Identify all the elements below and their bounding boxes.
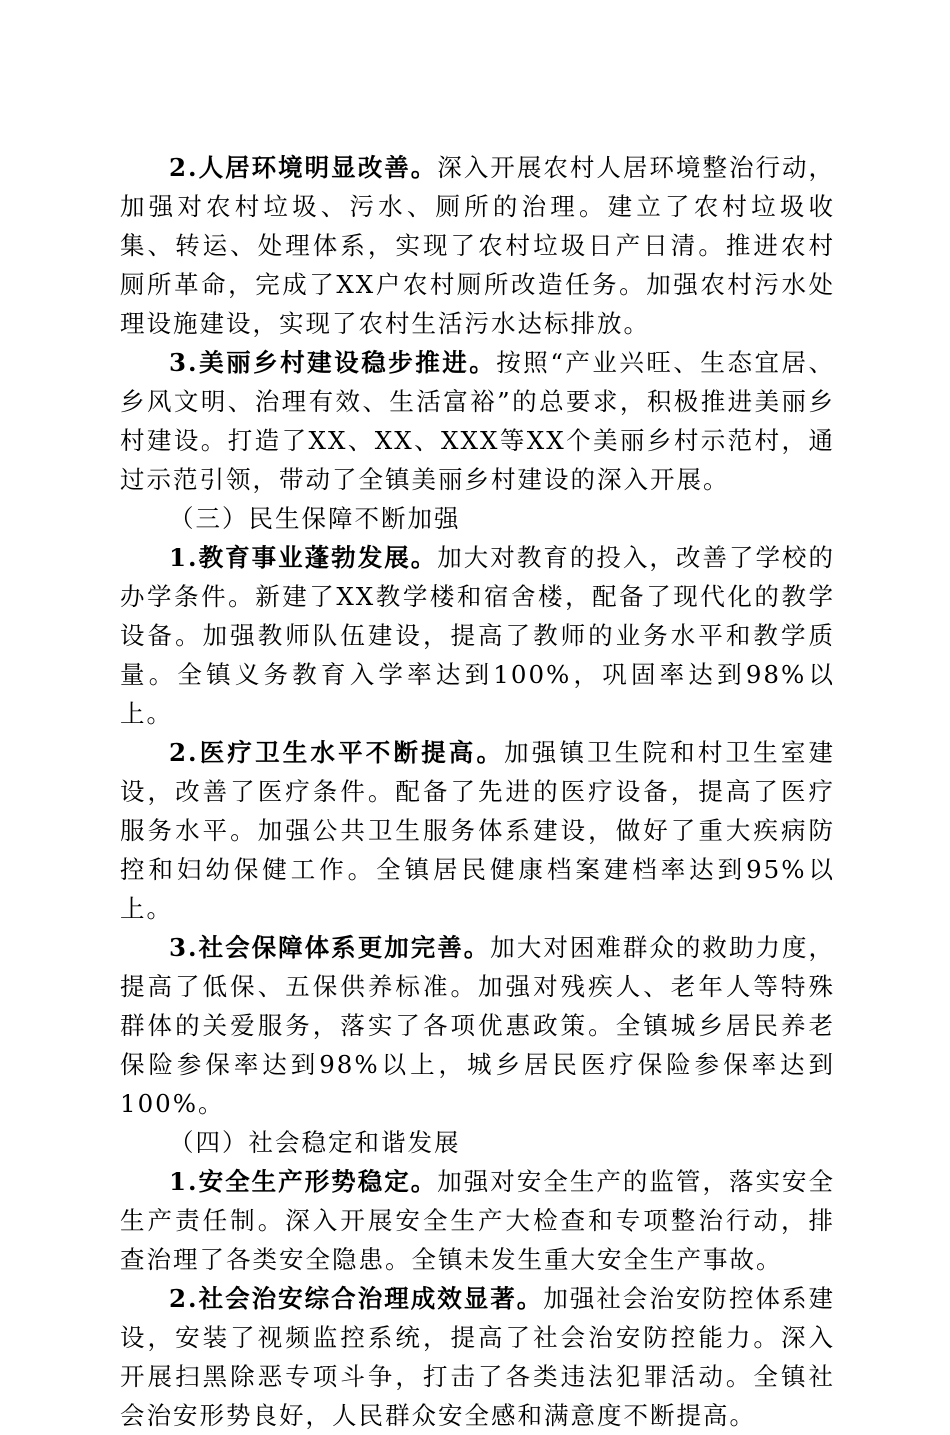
paragraph-text: 深入开展农村人居环境整治行动，加强对农村垃圾、污水、厕所的治理。建立了农村垃圾收集、转运、处理体系，实现了农村垃圾日产日清。推进农村厕所革命，完成了XX户农村厕所改造任务。加强农村污水处理设施建设，实现了农村生活污水达标排放。 <box>120 153 836 338</box>
paragraph-medical <box>120 733 835 928</box>
paragraph-social-security <box>120 928 835 1123</box>
paragraph-lead: 1.安全生产形势稳定。 <box>169 1167 438 1196</box>
paragraph-text: 按照“产业兴旺、生态宜居、乡风文明、治理有效、生活富裕”的总要求，积极推进美丽乡村建设。打造了XX、XX、XXX等XX个美丽乡村示范村，通过示范引领，带动了全镇美丽乡村建设的深入开展。 <box>120 348 836 494</box>
paragraph-text: 加大对教育的投入，改善了学校的办学条件。新建了XX教学楼和宿舍楼，配备了现代化的教学设备。加强教师队伍建设，提高了教师的业务水平和教学质量。全镇义务教育入学率达到100%，巩固率达到98%以上。 <box>120 543 836 728</box>
paragraph-text: 加强对安全生产的监管，落实安全生产责任制。深入开展安全生产大检查和专项整治行动，排查治理了各类安全隐患。全镇未发生重大安全生产事故。 <box>120 1167 836 1274</box>
section-heading-stability: （四）社会稳定和谐发展 <box>169 1128 461 1157</box>
paragraph-lead: 2.社会治安综合治理成效显著。 <box>169 1284 544 1313</box>
paragraph-lead: 1.教育事业蓬勃发展。 <box>169 543 438 572</box>
paragraph-living-environment <box>120 148 835 343</box>
paragraph-lead: 3.社会保障体系更加完善。 <box>169 933 491 962</box>
paragraph-lead: 3.美丽乡村建设稳步推进。 <box>169 348 497 377</box>
section-heading-livelihood: （三）民生保障不断加强 <box>169 504 461 533</box>
document-body <box>120 148 835 1435</box>
paragraph-lead: 2.医疗卫生水平不断提高。 <box>169 738 505 767</box>
paragraph-lead: 2.人居环境明显改善。 <box>169 153 438 182</box>
paragraph-beautiful-village <box>120 343 835 499</box>
paragraph-education <box>120 538 835 733</box>
paragraph-text: 加大对困难群众的救助力度，提高了低保、五保供养标准。加强对残疾人、老年人等特殊群体的关爱服务，落实了各项优惠政策。全镇城乡居民养老保险参保率达到98%以上，城乡居民医疗保险参保率达到100%。 <box>120 933 836 1118</box>
paragraph-work-safety <box>120 1162 835 1279</box>
paragraph-text: 加强镇卫生院和村卫生室建设，改善了医疗条件。配备了先进的医疗设备，提高了医疗服务水平。加强公共卫生服务体系建设，做好了重大疾病防控和妇幼保健工作。全镇居民健康档案建档率达到95%以上。 <box>120 738 835 923</box>
paragraph-text: 加强社会治安防控体系建设，安装了视频监控系统，提高了社会治安防控能力。深入开展扫黑除恶专项斗争，打击了各类违法犯罪活动。全镇社会治安形势良好，人民群众安全感和满意度不断提高。 <box>120 1284 836 1430</box>
paragraph-public-security <box>120 1279 835 1435</box>
